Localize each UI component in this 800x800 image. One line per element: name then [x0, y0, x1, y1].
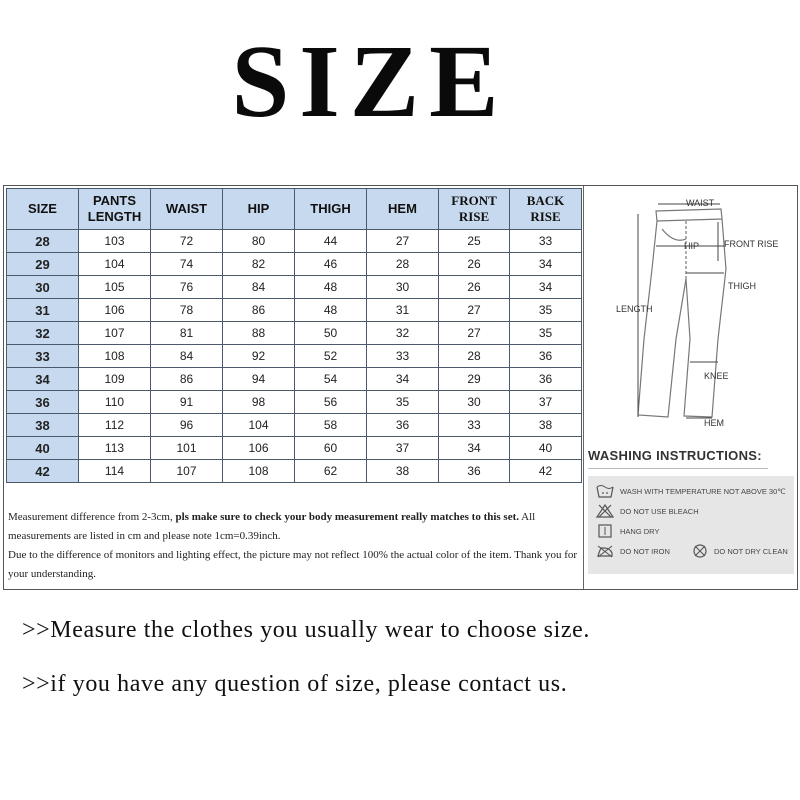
size-chart-panel [3, 185, 798, 590]
diagram-label-hem: HEM [704, 418, 724, 428]
table-cell: 76 [151, 276, 223, 299]
no-iron-item [596, 544, 670, 558]
column-header-text: HIP [247, 201, 270, 216]
table-cell: 33 [367, 345, 439, 368]
no-iron-label: DO NOT IRON [620, 546, 670, 556]
column-header [79, 189, 151, 230]
pants-diagram [586, 189, 796, 429]
table-row [7, 276, 582, 299]
table-cell: 36 [510, 345, 582, 368]
table-row [7, 460, 582, 483]
column-header-text: RISE [530, 209, 561, 224]
hang-dry-item [596, 524, 659, 538]
table-body [7, 230, 582, 483]
no-bleach-label: DO NOT USE BLEACH [620, 506, 699, 516]
size-cell: 34 [7, 368, 79, 391]
table-cell: 28 [367, 253, 439, 276]
table-cell: 38 [510, 414, 582, 437]
table-cell: 35 [367, 391, 439, 414]
table-cell: 28 [439, 345, 510, 368]
table-cell: 31 [367, 299, 439, 322]
table-cell: 78 [151, 299, 223, 322]
table-cell: 62 [295, 460, 367, 483]
column-header-text: BACK [526, 193, 565, 208]
table-cell: 107 [151, 460, 223, 483]
table-cell: 92 [223, 345, 295, 368]
table-cell: 50 [295, 322, 367, 345]
table-cell: 74 [151, 253, 223, 276]
table-cell: 40 [510, 437, 582, 460]
wash-temperature-item [596, 484, 786, 498]
table-cell: 84 [151, 345, 223, 368]
measurement-notes [8, 508, 578, 584]
column-header [367, 189, 439, 230]
table-cell: 81 [151, 322, 223, 345]
table-row [7, 391, 582, 414]
table-header-row [7, 189, 582, 230]
size-table [6, 188, 582, 483]
size-cell: 38 [7, 414, 79, 437]
table-row [7, 437, 582, 460]
note-line1: Measurement difference from 2-3cm, [8, 511, 176, 523]
table-row [7, 345, 582, 368]
table-cell: 112 [79, 414, 151, 437]
table-cell: 30 [439, 391, 510, 414]
table-cell: 82 [223, 253, 295, 276]
table-row [7, 299, 582, 322]
size-cell: 32 [7, 322, 79, 345]
diagram-label-knee: KNEE [704, 371, 729, 381]
table-cell: 104 [79, 253, 151, 276]
column-header-text: RISE [458, 209, 490, 224]
size-cell: 33 [7, 345, 79, 368]
no-bleach-icon [596, 504, 614, 518]
column-header [510, 189, 582, 230]
diagram-label-hip: HIP [684, 241, 700, 251]
table-cell: 108 [79, 345, 151, 368]
column-header-text: PANTS [92, 193, 137, 208]
column-header-text: THIGH [310, 201, 351, 216]
no-dry-clean-icon [692, 544, 708, 558]
table-cell: 36 [367, 414, 439, 437]
column-header [439, 189, 510, 230]
size-cell: 42 [7, 460, 79, 483]
size-cell: 29 [7, 253, 79, 276]
table-cell: 38 [367, 460, 439, 483]
column-header [223, 189, 295, 230]
column-header-text: FRONT [451, 193, 497, 208]
table-cell: 46 [295, 253, 367, 276]
diagram-label-front-rise: FRONT RISE [724, 239, 779, 249]
table-cell: 86 [151, 368, 223, 391]
no-dry-clean-item [692, 544, 788, 558]
column-header [7, 189, 79, 230]
table-cell: 80 [223, 230, 295, 253]
table-cell: 109 [79, 368, 151, 391]
table-cell: 110 [79, 391, 151, 414]
table-cell: 34 [367, 368, 439, 391]
table-cell: 36 [510, 368, 582, 391]
table-cell: 27 [367, 230, 439, 253]
column-header [151, 189, 223, 230]
footer-contact-tip: >>if you have any question of size, please contact us. [22, 671, 568, 697]
note-line1-bold: pls make sure to check your body measurement really matches to this set. [175, 511, 520, 523]
table-cell: 94 [223, 368, 295, 391]
column-header-text: WAIST [165, 201, 208, 216]
hang-dry-icon [596, 524, 614, 538]
table-cell: 29 [439, 368, 510, 391]
table-row [7, 322, 582, 345]
table-cell: 34 [510, 253, 582, 276]
table-cell: 48 [295, 276, 367, 299]
table-cell: 105 [79, 276, 151, 299]
size-cell: 36 [7, 391, 79, 414]
column-header-text: SIZE [28, 201, 57, 216]
page-title: SIZE [231, 24, 509, 139]
washing-instructions-title: WASHING INSTRUCTIONS: [588, 448, 762, 463]
table-cell: 27 [439, 322, 510, 345]
table-cell: 26 [439, 253, 510, 276]
table-cell: 107 [79, 322, 151, 345]
footer-measure-tip: >>Measure the clothes you usually wear to choose size. [22, 617, 590, 643]
table-cell: 106 [223, 437, 295, 460]
table-cell: 48 [295, 299, 367, 322]
note-line2: All measurements are listed in cm and please note 1cm=0.39inch. [8, 511, 536, 542]
table-cell: 58 [295, 414, 367, 437]
table-row [7, 230, 582, 253]
table-cell: 36 [439, 460, 510, 483]
size-cell: 40 [7, 437, 79, 460]
table-cell: 37 [510, 391, 582, 414]
table-cell: 98 [223, 391, 295, 414]
table-cell: 30 [367, 276, 439, 299]
table-cell: 33 [439, 414, 510, 437]
table-cell: 108 [223, 460, 295, 483]
washing-divider [588, 468, 768, 469]
table-cell: 72 [151, 230, 223, 253]
column-header [295, 189, 367, 230]
table-cell: 33 [510, 230, 582, 253]
table-cell: 56 [295, 391, 367, 414]
no-iron-icon [596, 544, 614, 558]
wash-basin-icon [596, 484, 614, 498]
note-line3: Due to the difference of monitors and lighting effect, the picture may not reflect 100% the actual color of the item. Thank you for your understanding. [8, 549, 578, 580]
table-cell: 114 [79, 460, 151, 483]
table-cell: 37 [367, 437, 439, 460]
table-cell: 86 [223, 299, 295, 322]
table-cell: 42 [510, 460, 582, 483]
table-cell: 113 [79, 437, 151, 460]
table-cell: 26 [439, 276, 510, 299]
table-row [7, 368, 582, 391]
table-cell: 34 [510, 276, 582, 299]
table-cell: 106 [79, 299, 151, 322]
diagram-label-thigh: THIGH [728, 281, 756, 291]
no-dry-clean-label: DO NOT DRY CLEAN [714, 546, 788, 556]
wash-temperature-label: WASH WITH TEMPERATURE NOT ABOVE 30℃ [620, 486, 786, 496]
table-cell: 35 [510, 322, 582, 345]
table-cell: 27 [439, 299, 510, 322]
size-cell: 31 [7, 299, 79, 322]
column-header-text: HEM [388, 201, 417, 216]
hang-dry-label: HANG DRY [620, 526, 660, 536]
table-cell: 88 [223, 322, 295, 345]
table-cell: 60 [295, 437, 367, 460]
table-cell: 32 [367, 322, 439, 345]
size-cell: 30 [7, 276, 79, 299]
table-cell: 96 [151, 414, 223, 437]
column-header-text: LENGTH [87, 209, 142, 224]
table-cell: 54 [295, 368, 367, 391]
table-cell: 84 [223, 276, 295, 299]
table-cell: 52 [295, 345, 367, 368]
panel-divider [583, 186, 584, 589]
table-row [7, 414, 582, 437]
diagram-label-waist: WAIST [686, 198, 715, 208]
table-cell: 91 [151, 391, 223, 414]
diagram-label-length: LENGTH [616, 304, 653, 314]
table-cell: 103 [79, 230, 151, 253]
table-cell: 104 [223, 414, 295, 437]
washing-instructions-box [588, 476, 794, 574]
table-cell: 34 [439, 437, 510, 460]
table-cell: 44 [295, 230, 367, 253]
size-cell: 28 [7, 230, 79, 253]
table-cell: 25 [439, 230, 510, 253]
table-cell: 101 [151, 437, 223, 460]
table-row [7, 253, 582, 276]
no-bleach-item [596, 504, 699, 518]
table-cell: 35 [510, 299, 582, 322]
